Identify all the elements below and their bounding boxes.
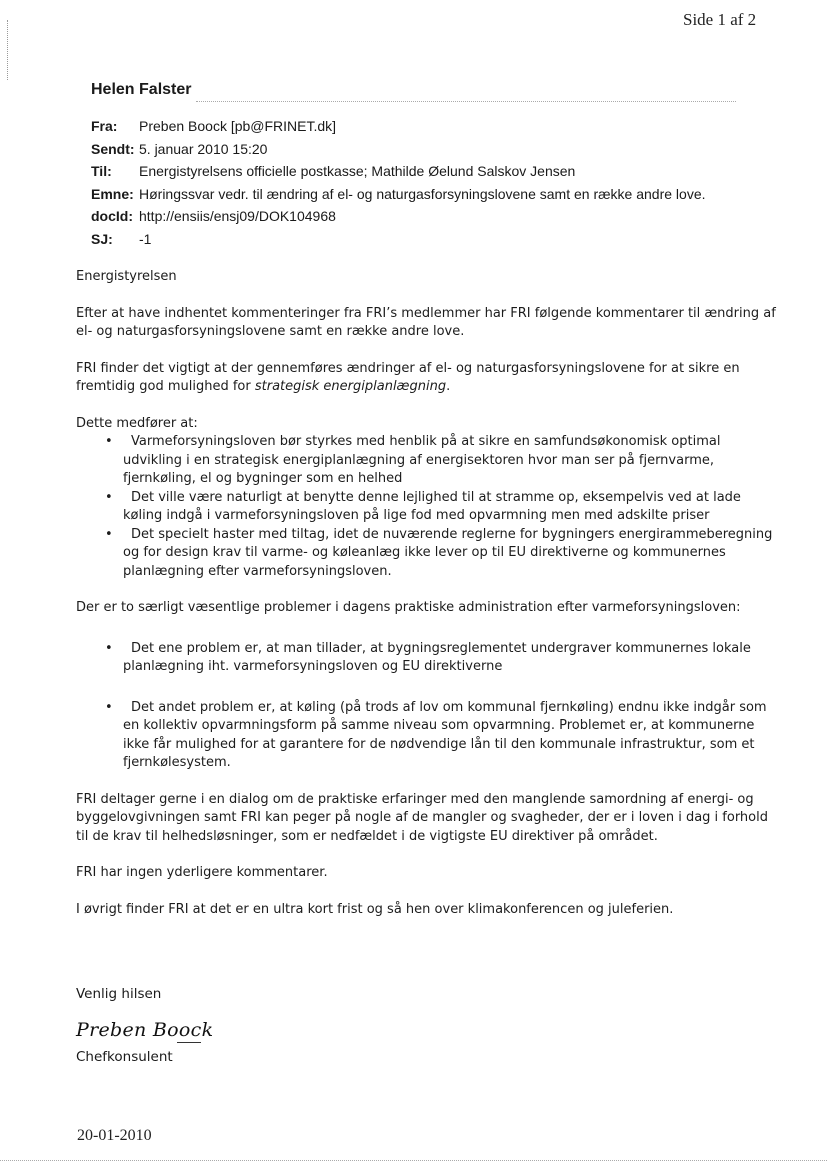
meta-value: -1	[139, 230, 152, 247]
handwritten-signature: Preben Boock	[76, 1019, 214, 1041]
signature-underline	[177, 1042, 201, 1043]
meta-value: Høringssvar vedr. til ændring af el- og naturgasforsyningslovene samt en række andre love.	[139, 185, 706, 202]
meta-key: Til:	[91, 163, 112, 179]
meta-row-from	[91, 118, 706, 141]
bullet-icon: •	[105, 526, 113, 542]
planning-paragraph	[76, 360, 776, 397]
deadline-paragraph: I øvrigt finder FRI at det er en ultra kort frist og så hen over klimakonferencen og juleferien.	[76, 901, 674, 917]
meta-value: 5. januar 2010 15:20	[139, 140, 268, 157]
meta-key: docId:	[91, 208, 133, 224]
problem-list	[76, 640, 776, 773]
planning-end: .	[446, 379, 451, 394]
email-metadata	[91, 118, 706, 253]
meta-value: Energistyrelsens officielle postkasse; Mathilde Øelund Salskov Jensen	[139, 163, 576, 179]
list-item	[76, 433, 776, 489]
list-item	[76, 526, 776, 582]
intro-paragraph: Efter at have indhentet kommenteringer fra FRI’s medlemmer har FRI følgende kommentarer til ændring af el- og naturgasforsyningslovene samt en række andre love.	[76, 305, 776, 339]
list1-intro: Dette medfører at:	[76, 415, 198, 431]
consequence-list	[76, 433, 776, 581]
meta-row-to	[91, 163, 706, 186]
header-divider	[196, 101, 736, 102]
no-further-comments: FRI har ingen yderligere kommentarer.	[76, 865, 328, 880]
letter-body	[76, 268, 776, 919]
list-item-text: Det specielt haster med tiltag, idet de nuværende reglerne for bygningers energirammeberegning og for design krav til varme- og køleanlæg ikke lever op til EU direktiverne og kommunernes planlægning efter varmeforsyningsloven.	[123, 526, 773, 579]
meta-row-subject	[91, 186, 706, 209]
list-item	[76, 699, 776, 773]
meta-key: Fra:	[91, 118, 118, 134]
list-item	[76, 489, 776, 526]
list-item	[76, 640, 776, 677]
list-item-text: Det ene problem er, at man tillader, at bygningsreglementet undergraver kommunernes lokale planlægning iht. varmeforsyningsloven og EU direktiverne	[123, 640, 751, 674]
planning-text: FRI finder det vigtigt at der gennemføres ændringer af el- og naturgasforsyningslovene for at sikre en fremtidig god mulighed for	[76, 360, 740, 394]
meta-row-docid	[91, 208, 706, 231]
meta-key: Emne:	[91, 185, 134, 202]
page-number: Side 1 af 2	[683, 10, 757, 29]
list2-intro: Der er to særligt væsentlige problemer i dagens praktiske administration efter varmeforsyningsloven:	[76, 600, 741, 615]
list-item-text: Varmeforsyningsloven bør styrkes med henblik på at sikre en samfundsøkonomisk optimal udvikling i en strategisk energiplanlægning af energisektoren hvor man ser på fjernvarme, fjernkøling, el og bygninger som en helhed	[123, 434, 721, 486]
signer-title: Chefkonsulent	[76, 1049, 173, 1065]
meta-row-sent	[91, 141, 706, 164]
list-item-text: Det ville være naturligt at benytte denne lejlighed til at stramme op, eksempelvis ved at lade køling indgå i varmeforsyningsloven på lige fod med opvarmning men med adskilte priser	[123, 489, 741, 523]
sender-name-heading: Helen Falster	[91, 81, 192, 98]
closing-greeting: Venlig hilsen	[76, 986, 162, 1002]
salutation: Energistyrelsen	[76, 269, 177, 284]
footer-divider	[0, 1160, 827, 1161]
bullet-icon: •	[105, 699, 113, 715]
bullet-icon: •	[105, 489, 113, 505]
meta-key: Sendt:	[91, 140, 135, 157]
scan-margin-line	[7, 20, 8, 80]
meta-value: http://ensiis/ensj09/DOK104968	[139, 208, 336, 224]
meta-value: Preben Boock [pb@FRINET.dk]	[139, 118, 337, 134]
footer-date: 20-01-2010	[77, 1127, 152, 1144]
dialog-paragraph: FRI deltager gerne i en dialog om de praktiske erfaringer med den manglende samordning af energi- og byggelovgivningen samt FRI kan peger på nogle af de mangler og svagheder, der er i loven i dag i forhold til de krav til helhedsløsninger, som er nedfældet i de vigtigste EU direktiver på området.	[76, 791, 768, 844]
list-item-text: Det andet problem er, at køling (på trods af lov om kommunal fjernkøling) endnu ikke indgår som en kollektiv opvarmningsform på samme niveau som opvarmning. Problemet er, at kommunerne ikke får mulighed for at garantere for de nødvendige lån til den kommunale infrastruktur, som et fjernkølesystem.	[123, 699, 767, 770]
meta-key: SJ:	[91, 230, 113, 247]
planning-emphasis: strategisk energiplanlægning	[254, 379, 447, 394]
meta-row-sj	[91, 231, 706, 254]
bullet-icon: •	[105, 434, 113, 449]
bullet-icon: •	[105, 640, 113, 656]
